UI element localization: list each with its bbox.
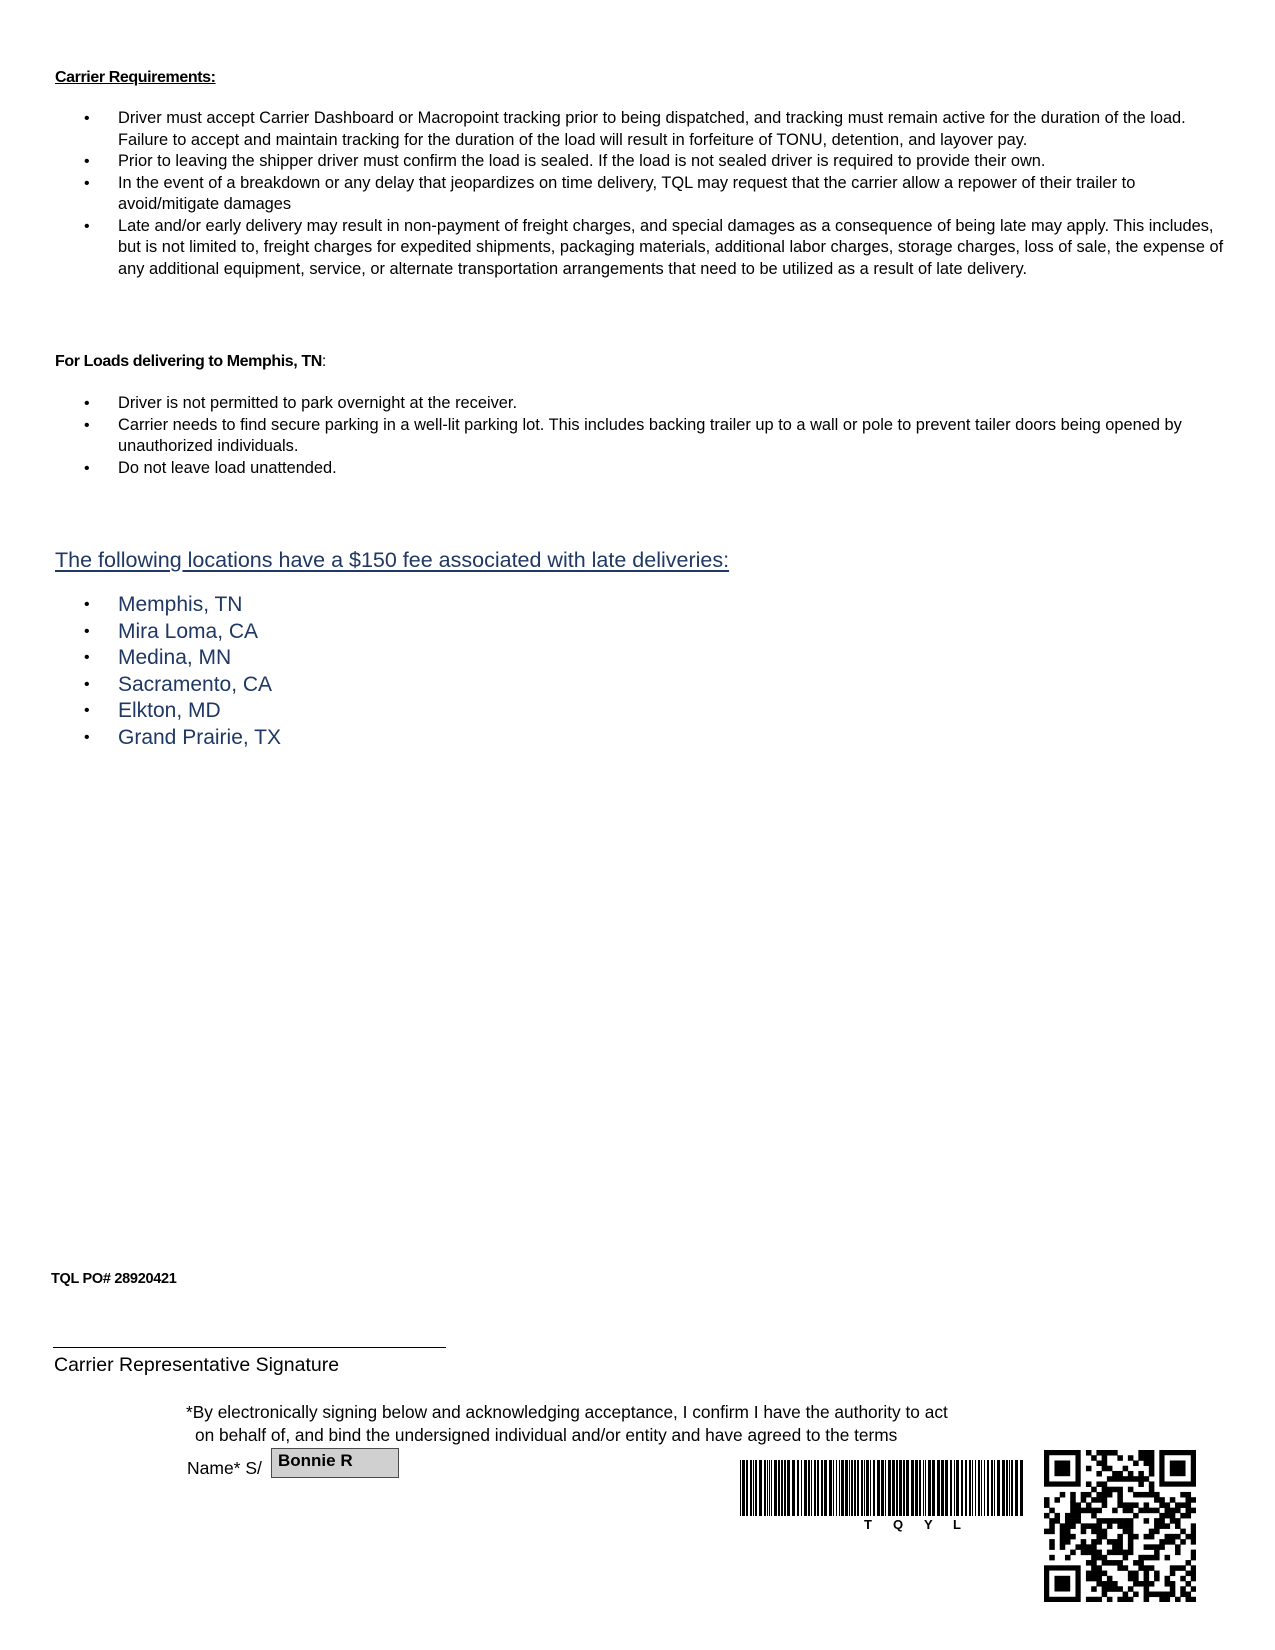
po-number: TQL PO# 28920421 xyxy=(51,1271,177,1287)
list-item xyxy=(55,216,1225,281)
disclaimer-line: on behalf of, and bind the undersigned individual and/or entity and have agreed to the terms xyxy=(195,1425,898,1445)
barcode-text xyxy=(740,1517,1026,1537)
location-name: Elkton, MD xyxy=(118,699,221,722)
location-name: Medina, MN xyxy=(118,646,232,669)
bullet-icon: • xyxy=(84,395,90,412)
bullet-icon: • xyxy=(84,675,90,693)
list-item-text: Driver must accept Carrier Dashboard or Macropoint tracking prior to being dispatched, and tracking must remain active for the duration of the load. Failure to accept and maintain tracking for the duration of the load will result in forfeiture of TONU, detention, and layover pay. xyxy=(118,109,1186,149)
location-item xyxy=(55,725,281,752)
signature-line[interactable] xyxy=(53,1347,446,1348)
list-item xyxy=(55,173,1225,216)
carrier-requirements-list xyxy=(55,108,1225,280)
late-fee-heading: The following locations have a $150 fee associated with late deliveries: xyxy=(55,548,730,572)
list-item-text: Carrier needs to find secure parking in a well-lit parking lot. This includes backing trailer up to a wall or pole to prevent tailer doors being opened by unauthorized individuals. xyxy=(118,415,1182,455)
bullet-icon: • xyxy=(84,174,90,192)
memphis-heading-colon: : xyxy=(321,353,326,370)
bullet-icon: • xyxy=(84,649,90,666)
location-name: Mira Loma, CA xyxy=(118,619,259,643)
carrier-requirements-heading: Carrier Requirements: xyxy=(55,69,216,86)
qr-code xyxy=(1044,1450,1196,1602)
bullet-icon: • xyxy=(84,416,90,434)
bullet-icon: • xyxy=(84,153,90,170)
list-item-text: In the event of a breakdown or any delay that jeopardizes on time delivery, TQL may request that the carrier allow a repower of their trailer to avoid/mitigate damages xyxy=(118,173,1136,213)
list-item xyxy=(55,415,1225,458)
memphis-heading xyxy=(55,353,326,371)
location-item xyxy=(55,645,281,672)
memphis-list xyxy=(55,393,1225,479)
location-name: Grand Prairie, TX xyxy=(118,725,282,749)
location-name: Memphis, TN xyxy=(118,593,243,616)
bullet-icon: • xyxy=(84,217,90,235)
list-item xyxy=(55,151,1225,173)
barcode-char: T xyxy=(864,1517,872,1532)
qr-code-icon xyxy=(1044,1450,1196,1602)
barcode-char: Y xyxy=(924,1517,933,1532)
bullet-icon: • xyxy=(84,110,90,127)
location-name: Sacramento, CA xyxy=(118,672,273,696)
memphis-heading-text: For Loads delivering to Memphis, TN xyxy=(55,353,322,370)
list-item-text: Driver is not permitted to park overnight at the receiver. xyxy=(118,394,518,412)
disclaimer-line: *By electronically signing below and acknowledging acceptance, I confirm I have the authority to act xyxy=(186,1402,948,1422)
barcode-char: Q xyxy=(893,1517,904,1532)
list-item xyxy=(55,393,1225,415)
location-item xyxy=(55,698,281,725)
barcode-icon xyxy=(740,1460,1026,1516)
signer-name-label: Name* S/ xyxy=(187,1458,262,1478)
bullet-icon: • xyxy=(84,702,90,719)
list-item-text: Late and/or early delivery may result in non-payment of freight charges, and special damages as a consequence of being late may apply. This includes, but is not limited to, freight charges for expedited shipments, packaging materials, additional labor charges, storage charges, loss of sale, the expense of any additional equipment, service, or alternate transportation arrangements that need to be utilized as a result of late delivery. xyxy=(118,216,1224,278)
list-item xyxy=(55,108,1225,151)
bullet-icon: • xyxy=(84,728,90,746)
signature-line-label: Carrier Representative Signature xyxy=(54,1354,340,1376)
signature-disclaimer xyxy=(186,1401,1026,1447)
location-item xyxy=(55,672,281,699)
bullet-icon: • xyxy=(84,596,90,613)
list-item-text: Prior to leaving the shipper driver must confirm the load is sealed. If the load is not sealed driver is required to provide their own. xyxy=(118,152,1046,170)
bullet-icon: • xyxy=(84,459,90,477)
barcode xyxy=(740,1460,1026,1542)
list-item xyxy=(55,458,1225,480)
bullet-icon: • xyxy=(84,622,90,640)
barcode-char: L xyxy=(953,1517,961,1532)
location-item xyxy=(55,592,281,619)
list-item-text: Do not leave load unattended. xyxy=(118,458,337,477)
location-item xyxy=(55,619,281,646)
late-fee-locations-list xyxy=(55,592,281,751)
signer-name-field[interactable]: Bonnie R xyxy=(271,1448,399,1478)
